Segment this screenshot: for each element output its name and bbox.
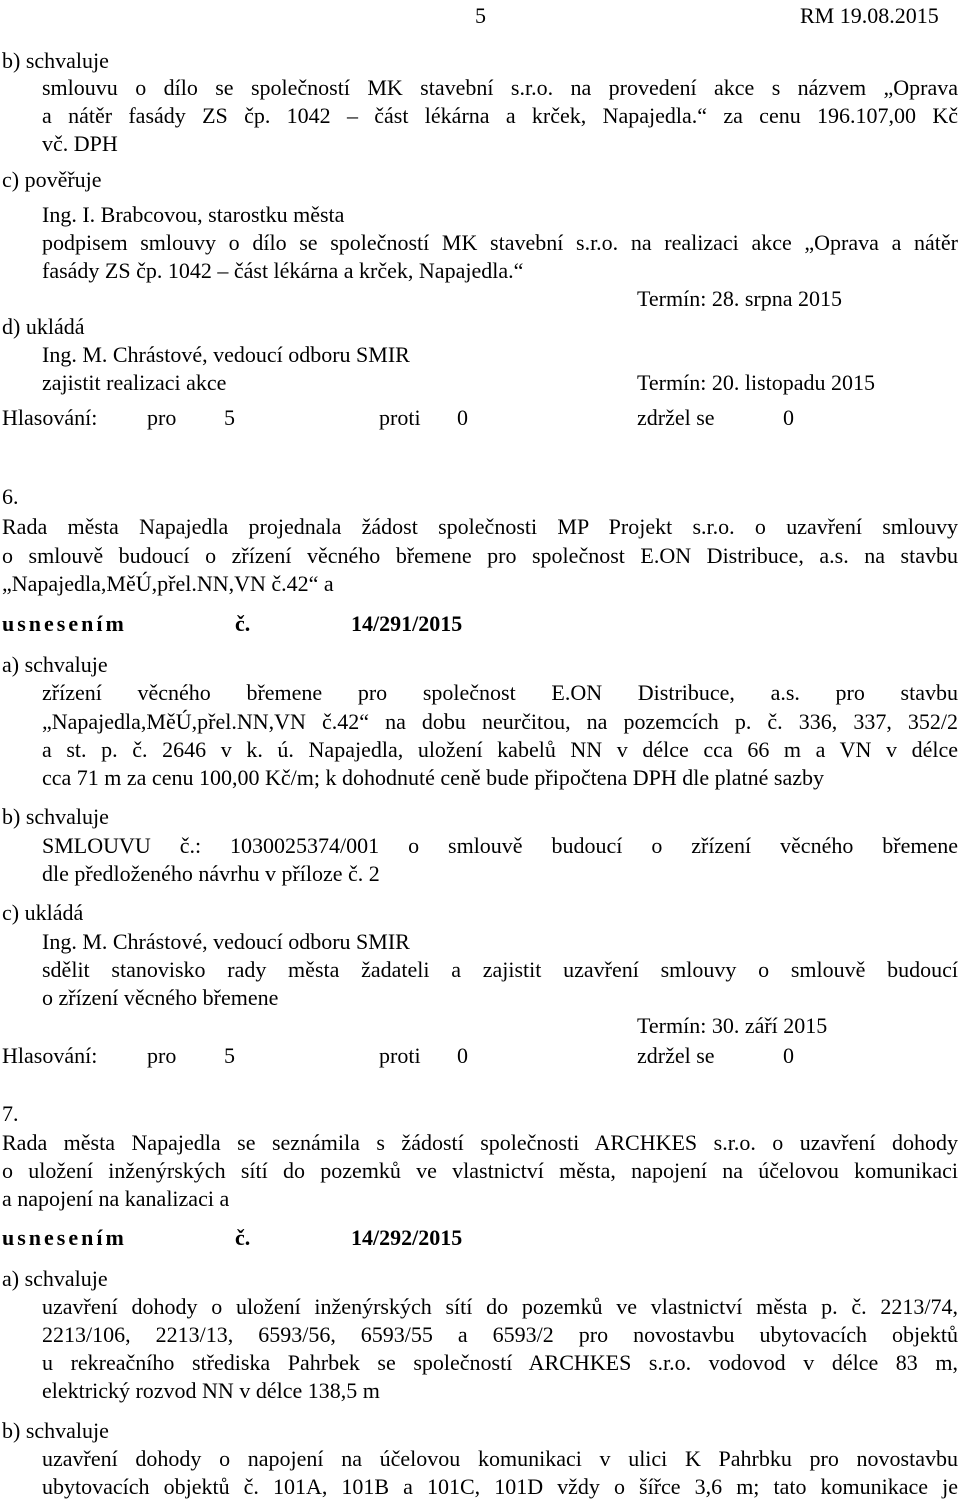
item-d-text-line: Ing. M. Chrástové, vedoucí odboru SMIR [42, 342, 410, 367]
item-c-text-line: Ing. I. Brabcovou, starostku města [42, 202, 345, 227]
item-b-text-line: SMLOUVU č.: 1030025374/001 o smlouvě budoucí o zřízení věcného břemene [42, 833, 958, 858]
item-a-text-line: 2213/106, 2213/13, 6593/56, 6593/55 a 6593/2 pro novostavbu ubytovacích objektů [42, 1322, 958, 1347]
section-intro-line: o smlouvě budoucí o zřízení věcného břemene pro společnost E.ON Distribuce, a.s. na stavbu [2, 543, 958, 568]
item-b-label: b) schvaluje [2, 1418, 109, 1443]
resolution-c: č. [235, 1225, 251, 1250]
item-b-text-line: smlouvu o dílo se společností MK stavební s.r.o. na provedení akce s názvem „Oprava [42, 75, 958, 100]
vote-pro-label: pro [147, 405, 177, 430]
item-b-label: b) schvaluje [2, 804, 109, 829]
vote-proti-count: 0 [457, 1043, 468, 1068]
item-a-text-line: „Napajedla,MěÚ,přel.NN,VN č.42“ na dobu neurčitou, na pozemcích p. č. 336, 337, 352/2 [42, 709, 958, 734]
resolution-number: 14/291/2015 [351, 611, 463, 636]
section-number: 6. [2, 484, 19, 509]
item-c-text-line: sdělit stanovisko rady města žadateli a zajistit uzavření smlouvy o smlouvě budoucí [42, 957, 958, 982]
resolution-number: 14/292/2015 [351, 1225, 463, 1250]
section-intro-line: Rada města Napajedla projednala žádost společnosti MP Projekt s.r.o. o uzavření smlouvy [2, 514, 958, 539]
item-c-text-line: fasády ZS čp. 1042 – část lékárna a krček, Napajedla.“ [42, 258, 524, 283]
vote-pro-count: 5 [224, 405, 235, 430]
item-a-text-line: elektrický rozvod NN v délce 138,5 m [42, 1378, 380, 1403]
section-intro-line: „Napajedla,MěÚ,přel.NN,VN č.42“ a [2, 571, 334, 596]
item-a-text-line: zřízení věcného břemene pro společnost E.ON Distribuce, a.s. pro stavbu [42, 680, 958, 705]
item-c-label: c) ukládá [2, 900, 84, 925]
vote-abstain-label: zdržel se [637, 405, 715, 430]
item-c-label: c) pověřuje [2, 167, 102, 192]
vote-label: Hlasování: [2, 1043, 98, 1068]
item-a-text-line: cca 71 m za cenu 100,00 Kč/m; k dohodnuté ceně bude připočtena DPH dle platné sazby [42, 765, 824, 790]
vote-proti-count: 0 [457, 405, 468, 430]
item-a-text-line: u rekreačního střediska Pahrbek se společností ARCHKES s.r.o. vodovod v délce 83 m, [42, 1350, 958, 1375]
vote-pro-count: 5 [224, 1043, 235, 1068]
vote-abstain-count: 0 [783, 405, 794, 430]
section-intro-line: a napojení na kanalizaci a [2, 1186, 230, 1211]
resolution-label: usnesením [2, 611, 127, 636]
item-b-text-line: a nátěr fasády ZS čp. 1042 – část lékárna a krček, Napajedla.“ za cenu 196.107,00 Kč [42, 103, 958, 128]
item-c-text-line: podpisem smlouvy o dílo se společností MK stavební s.r.o. na realizaci akce „Oprava a nátěr [42, 230, 958, 255]
item-d-label: d) ukládá [2, 314, 85, 339]
vote-proti-label: proti [379, 1043, 421, 1068]
item-b-text-line: ubytovacích objektů č. 101A, 101B a 101C, 101D vždy o šířce 3,6 m; tato komunikace je [42, 1474, 958, 1499]
vote-pro-label: pro [147, 1043, 177, 1068]
item-a-label: a) schvaluje [2, 652, 108, 677]
deadline: Termín: 20. listopadu 2015 [637, 370, 875, 395]
item-a-label: a) schvaluje [2, 1266, 108, 1291]
deadline: Termín: 28. srpna 2015 [637, 286, 842, 311]
resolution-c: č. [235, 611, 251, 636]
resolution-label: usnesením [2, 1225, 127, 1250]
vote-abstain-label: zdržel se [637, 1043, 715, 1068]
item-d-text-line: zajistit realizaci akce [42, 370, 227, 395]
page-number: 5 [475, 3, 486, 28]
document-reference: RM 19.08.2015 [800, 3, 939, 28]
item-a-text-line: a st. p. č. 2646 v k. ú. Napajedla, uložení kabelů NN v délce cca 66 m a VN v délce [42, 737, 958, 762]
section-number: 7. [2, 1101, 19, 1126]
item-a-text-line: uzavření dohody o uložení inženýrských sítí do pozemků ve vlastnictví města p. č. 2213/74, [42, 1294, 958, 1319]
section-intro-line: Rada města Napajedla se seznámila s žádostí společnosti ARCHKES s.r.o. o uzavření dohody [2, 1130, 958, 1155]
vote-label: Hlasování: [2, 405, 98, 430]
deadline: Termín: 30. září 2015 [637, 1013, 828, 1038]
section-intro-line: o uložení inženýrských sítí do pozemků ve vlastnictví města, napojení na účelovou komunikaci [2, 1158, 958, 1183]
item-c-text-line: o zřízení věcného břemene [42, 985, 279, 1010]
item-b-text-line: uzavření dohody o napojení na účelovou komunikaci v ulici K Pahrbku pro novostavbu [42, 1446, 958, 1471]
vote-abstain-count: 0 [783, 1043, 794, 1068]
item-b-text-line: dle předloženého návrhu v příloze č. 2 [42, 861, 380, 886]
vote-proti-label: proti [379, 405, 421, 430]
item-b-label: b) schvaluje [2, 48, 109, 73]
item-c-text-line: Ing. M. Chrástové, vedoucí odboru SMIR [42, 929, 410, 954]
item-b-text-line: vč. DPH [42, 131, 118, 156]
